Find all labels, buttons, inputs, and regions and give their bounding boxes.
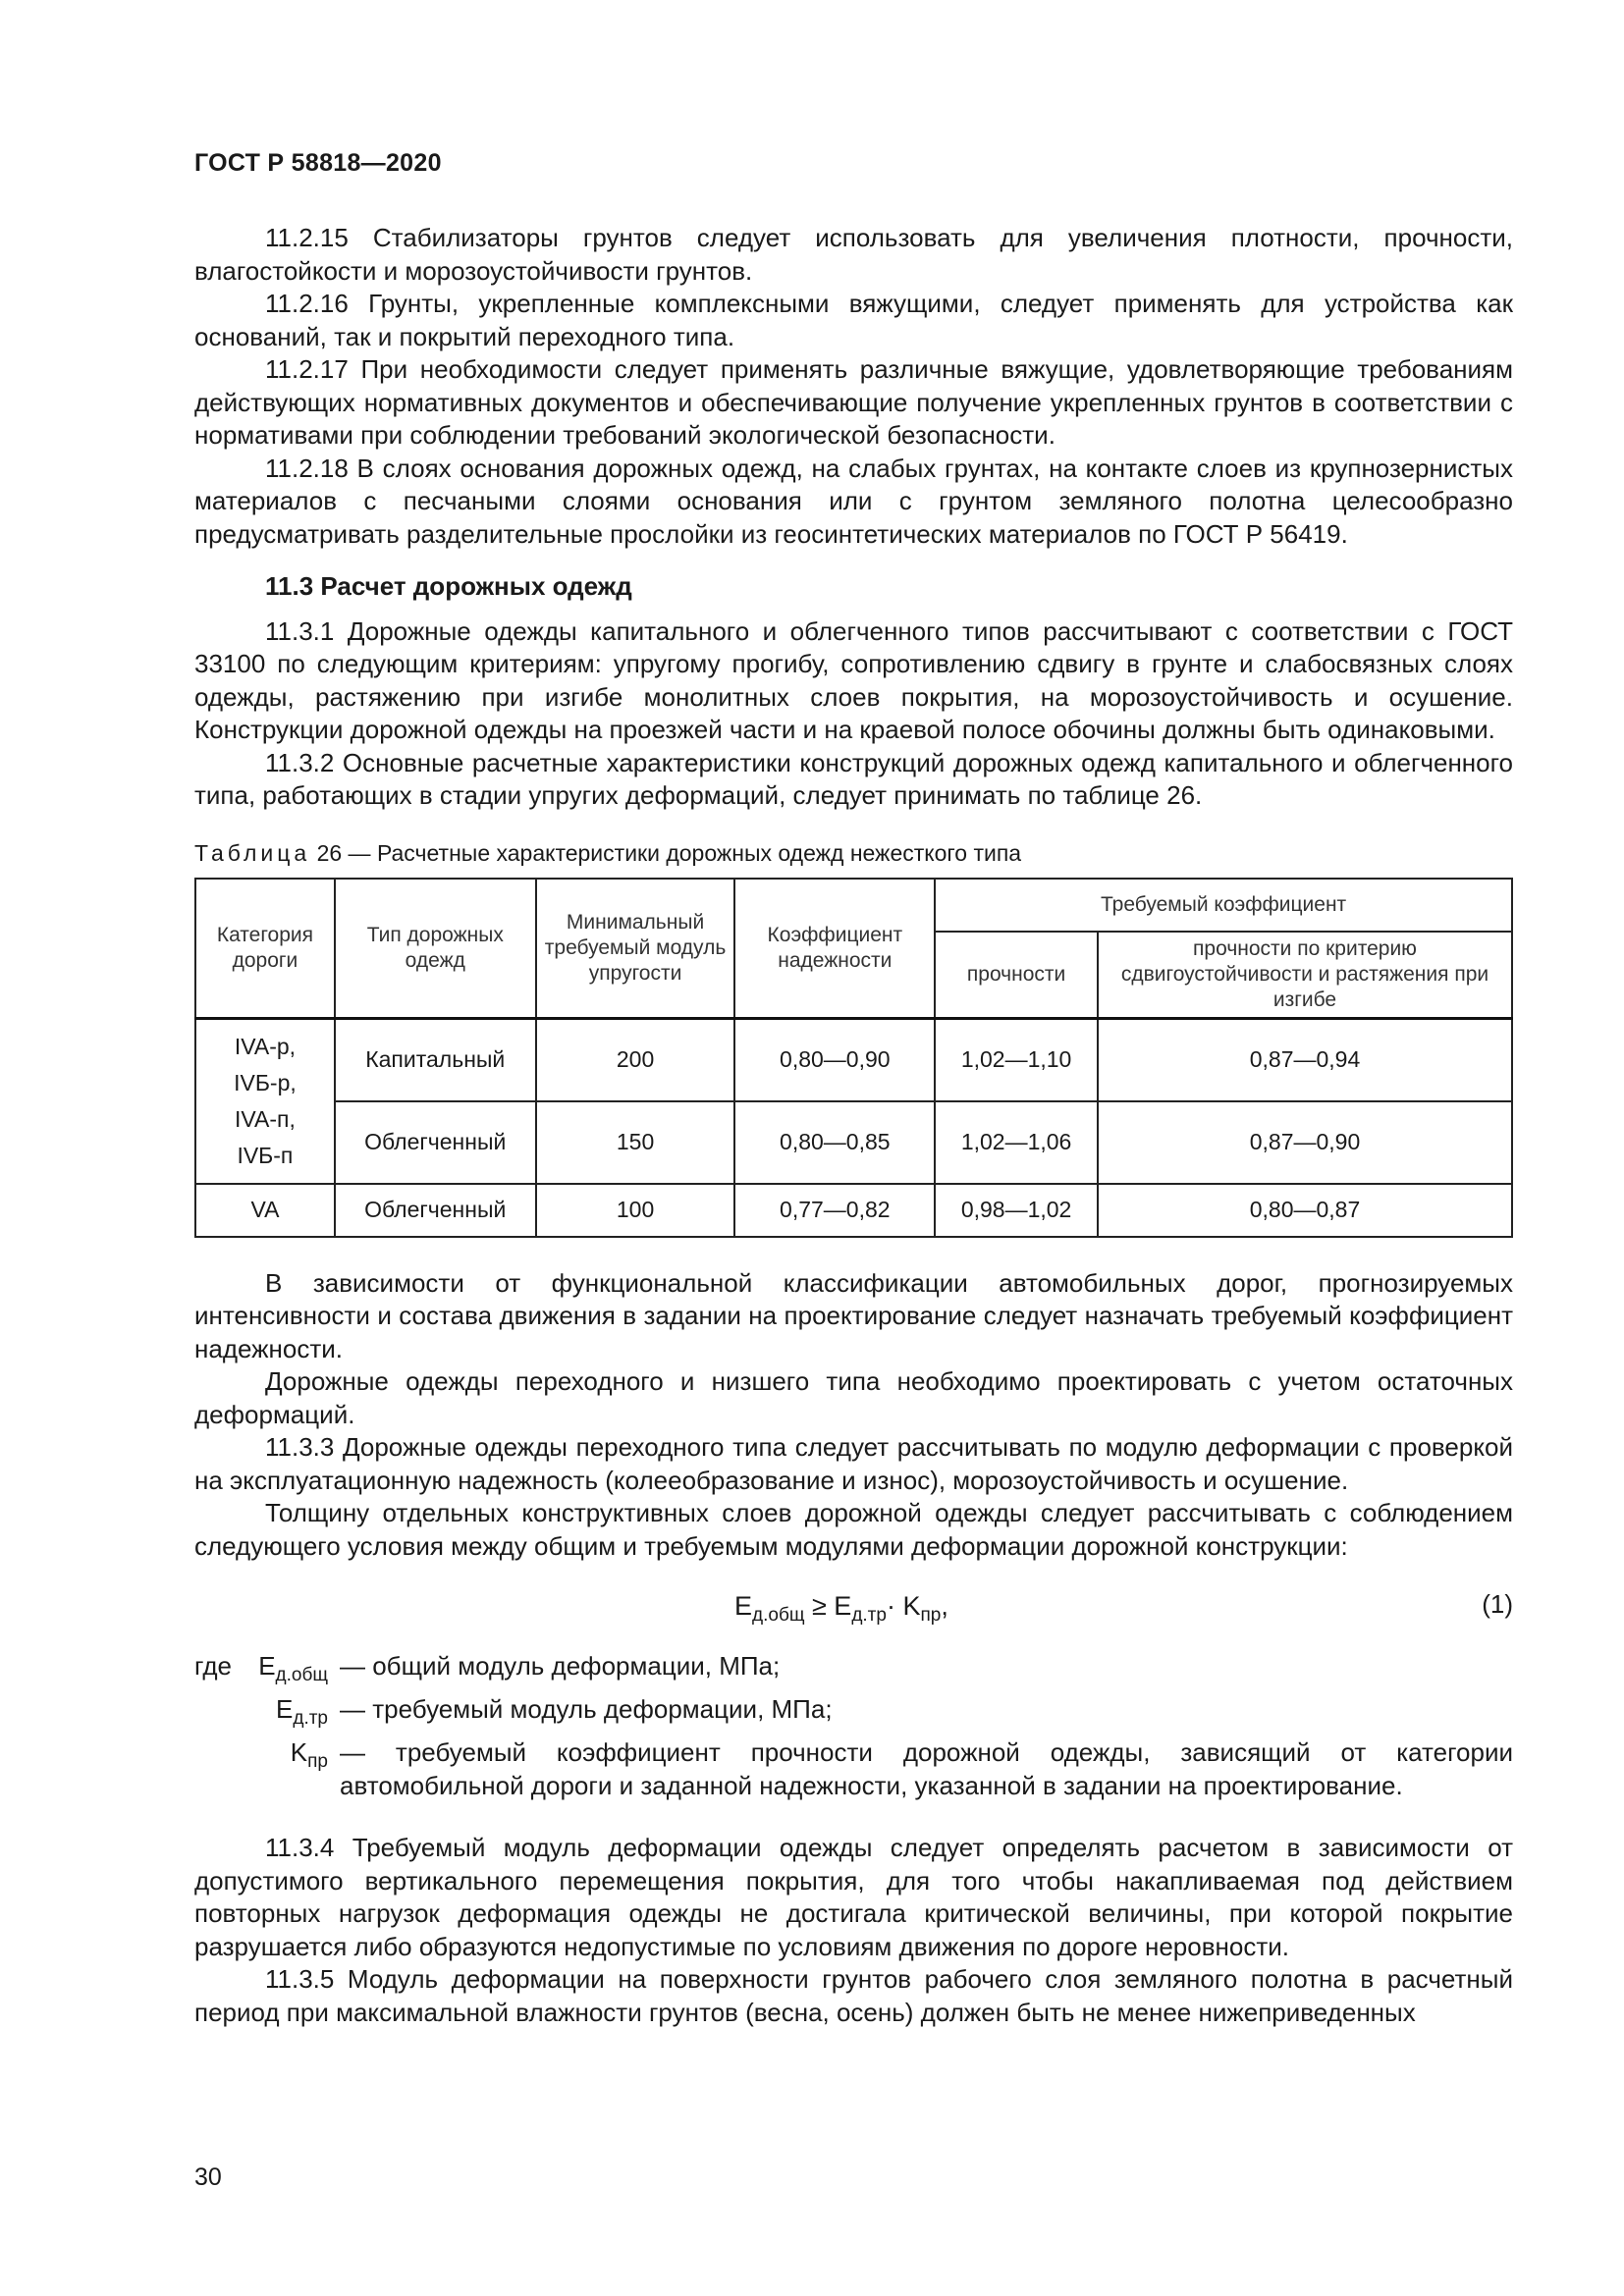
table-row xyxy=(195,1184,1512,1237)
cell-modulus: 150 xyxy=(536,1101,735,1184)
cell-strength: 0,98—1,02 xyxy=(935,1184,1098,1237)
cell-modulus: 200 xyxy=(536,1018,735,1101)
page-number: 30 xyxy=(194,2163,222,2191)
paragraph-11-2-15: 11.2.15 Стабилизаторы грунтов следует использовать для увеличения плотности, прочности, влагостойкости и морозоустойчивости грунтов. xyxy=(194,223,1513,286)
document-body xyxy=(194,222,1513,2029)
formula-1 xyxy=(194,1573,1513,1641)
paragraph-reliability: В зависимости от функциональной классификации автомобильных дорог, прогнозируемых интенсивности и состава движения в задании на проектирование следует назначать требуемый коэффициент надежности. xyxy=(194,1267,1513,1363)
paragraph-11-3-1: 11.3.1 Дорожные одежды капитального и облегченного типов рассчитывают с соответствии с ГОСТ 33100 по следующим критериям: упругому прогибу, сопротивлению сдвигу в грунте и слабосвязных слоях одежды, растяжению при изгибе монолитных слоев покрытия, на морозоустойчивость и осушение. Конструкции дорожной одежды на проезжей части и на краевой полосе обочины должны быть одинаковыми. xyxy=(194,615,1513,744)
header-required-coef: Требуемый коэффициент xyxy=(935,879,1512,932)
section-title: 11.3 Расчет дорожных одежд xyxy=(265,571,632,601)
table-row xyxy=(195,1018,1512,1101)
cell-type: Облегченный xyxy=(335,1184,536,1237)
paragraph-11-3-2: 11.3.2 Основные расчетные характеристики конструкций дорожных одежд капитального и облегченного типа, работающих в стадии упругих деформаций, следует принимать по таблице 26. xyxy=(194,747,1513,810)
formula-number: (1) xyxy=(1482,1589,1513,1619)
cell-category-group xyxy=(195,1018,335,1184)
table-caption-text: 26 — Расчетные характеристики дорожных одежд нежесткого типа xyxy=(310,839,1022,866)
formula-legend xyxy=(194,1649,1513,1802)
legend-item: $E_{д.тр}$ — требуемый модуль деформации, МПа; xyxy=(276,1694,833,1729)
cell-type: Облегченный xyxy=(335,1101,536,1184)
category-line: IVA-п, xyxy=(235,1105,296,1132)
cell-reliability: 0,80—0,90 xyxy=(734,1018,935,1101)
paragraph-11-2-16: 11.2.16 Грунты, укрепленные комплексными вяжущими, следует применять для устройства как оснований, так и покрытий переходного типа. xyxy=(194,289,1513,351)
paragraph-11-3-5: 11.3.5 Модуль деформации на поверхности грунтов рабочего слоя земляного полотна в расчетный период при максимальной влажности грунтов (весна, осень) должен быть не менее нижеприведенных xyxy=(194,1964,1513,2027)
category-line: IVБ-р, xyxy=(234,1069,297,1095)
table-caption-word: Таблица xyxy=(194,839,311,866)
paragraph-residual: Дорожные одежды переходного и низшего типа необходимо проектировать с учетом остаточных деформаций. xyxy=(194,1366,1513,1429)
cell-category: VA xyxy=(195,1184,335,1237)
paragraph-11-3-4: 11.3.4 Требуемый модуль деформации одежды следует определять расчетом в зависимости от допустимого вертикального перемещения покрытия, для того чтобы накапливаемая под действием повторных нагрузок деформация одежды не достигала критической величины, при которой покрытие разрушается либо образуются недопустимые по условиям движения по дороге неровности. xyxy=(194,1833,1513,1961)
category-line: IVБ-п xyxy=(237,1142,294,1168)
cell-criterion: 0,87—0,94 xyxy=(1098,1018,1512,1101)
header-strength: прочности xyxy=(935,932,1098,1019)
header-strength-criterion: прочности по критерию сдвигоустойчивости и растяжения при изгибе xyxy=(1098,932,1512,1019)
header-modulus: Минимальный требуемый модуль упругости xyxy=(536,879,735,1019)
paragraph-11-3-3: 11.3.3 Дорожные одежды переходного типа следует рассчитывать по модулю деформации с проверкой на эксплуатационную надежность (колееобразование и износ), морозоустойчивость и осушение. xyxy=(194,1432,1513,1495)
cell-criterion: 0,80—0,87 xyxy=(1098,1184,1512,1237)
paragraph-11-2-18: 11.2.18 В слоях основания дорожных одежд, на слабых грунтах, на контакте слоев из крупнозернистых материалов с песчаными слоями основания или с грунтом земляного полотна целесообразно предусматривать разделительные прослойки из геосинтетических материалов по ГОСТ Р 56419. xyxy=(194,453,1513,549)
table-row xyxy=(195,1101,1512,1184)
legend-item: $K_{пр}$ — требуемый коэффициент прочности дорожной одежды, зависящий от категории автомобильной дороги и заданной надежности, указанной в задании на проектирование. xyxy=(290,1737,1513,1800)
cell-strength: 1,02—1,06 xyxy=(935,1101,1098,1184)
cell-reliability: 0,77—0,82 xyxy=(734,1184,935,1237)
cell-reliability: 0,80—0,85 xyxy=(734,1101,935,1184)
table-26 xyxy=(194,878,1513,1238)
cell-criterion: 0,87—0,90 xyxy=(1098,1101,1512,1184)
cell-strength: 1,02—1,10 xyxy=(935,1018,1098,1101)
cell-type: Капитальный xyxy=(335,1018,536,1101)
paragraph-thickness: Толщину отдельных конструктивных слоев дорожной одежды следует рассчитывать с соблюдением следующего условия между общим и требуемым модулями деформации дорожной конструкции: xyxy=(194,1498,1513,1561)
table-caption xyxy=(194,838,1513,868)
paragraph-11-2-17: 11.2.17 При необходимости следует применять различные вяжущие, удовлетворяющие требованиям действующих нормативных документов и обеспечивающие получение укрепленных грунтов в соответствии с нормативами при соблюдении требований экологической безопасности. xyxy=(194,354,1513,450)
document-header: ГОСТ Р 58818—2020 xyxy=(194,149,442,177)
category-line: IVA-р, xyxy=(234,1033,297,1059)
header-reliability: Коэффициент надежности xyxy=(734,879,935,1019)
legend-item: где $E_{д.общ}$ — общий модуль деформации, МПа; xyxy=(194,1651,781,1685)
cell-modulus: 100 xyxy=(536,1184,735,1237)
formula-expression: $E_{д.общ} \ge E_{д.тр}\cdot K_{пр}$, xyxy=(734,1591,948,1626)
header-type: Тип дорожных одежд xyxy=(335,879,536,1019)
header-category: Категория дороги xyxy=(195,879,335,1019)
